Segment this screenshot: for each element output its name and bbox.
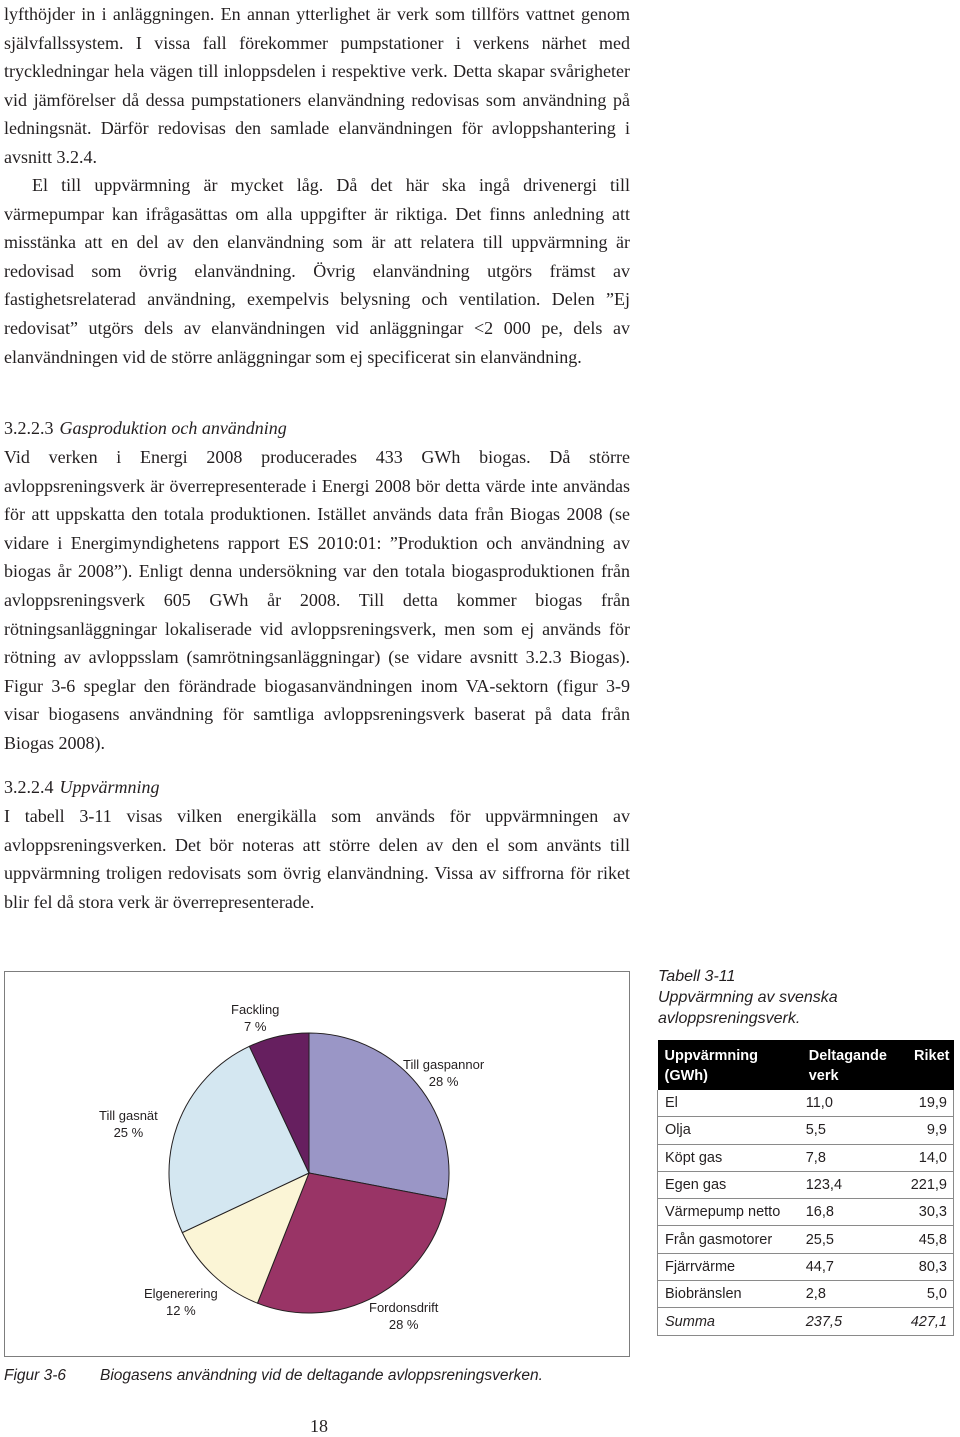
header-participating: Deltagande verk [802,1040,894,1090]
table-header-row [658,1040,954,1090]
row-label: Summa [658,1308,802,1335]
cell-participating: 25,5 [802,1226,894,1253]
table-row [658,1253,954,1280]
table-caption-title: Uppvärmning av svenska [658,989,838,1006]
cell-national: 80,3 [894,1253,954,1280]
pie-label-fackling [231,1001,279,1035]
cell-national: 30,3 [894,1199,954,1226]
slice-value: 28 % [388,1317,419,1332]
table-row [658,1090,954,1117]
heading-number: 3.2.2.4 [4,777,54,797]
paragraph-electricity-measurement: lyfthöjder in i anläggningen. En annan ytterlighet är verk som tillförs vattnet genom självfallssystem. I vissa fall förekommer pumpstationer i verkens närhet med tryckledningar hela vägen till inloppsdelen i respektive verk. Detta skapar svårigheter vid jämförelser då dessa pumpstationers elanvändning redovisas som användning på ledningsnät. Därför redovisas den samlade elanvändningen för avloppshantering i avsnitt 3.2.4. [4,4,630,167]
table-row [658,1281,954,1308]
heading-number: 3.2.2.3 [4,418,54,438]
slice-name: Fackling [231,1002,280,1017]
pie-chart [5,972,631,1358]
row-label: Från gasmotorer [658,1226,802,1253]
paragraph-heating: I tabell 3-11 visas vilken energikälla som används för uppvärmningen av avloppsreningsverken. Det bör noteras att större delen av den el som använts till uppvärmning troligen redovisats som övrig elanvändning. Vissa av siffrorna för riket blir fel då stora verk är överrepresenterade. [4,806,630,912]
slice-name: Till gaspannor [403,1057,485,1072]
cell-participating: 11,0 [802,1090,894,1117]
page-number: 18 [310,1416,328,1436]
slice-value: 25 % [113,1125,144,1140]
cell-national: 427,1 [894,1308,954,1335]
cell-participating: 16,8 [802,1199,894,1226]
row-label: Egen gas [658,1171,802,1198]
slice-name: Elgenerering [144,1286,218,1301]
pie-label-till-gaspannor [403,1056,484,1090]
row-label: Fjärrvärme [658,1253,802,1280]
header-national: Riket [894,1040,954,1090]
table-row [658,1171,954,1198]
paragraph-gas-production: Vid verken i Energi 2008 producerades 433 GWh biogas. Då större avloppsreningsverk är överrepresenterade i Energi 2008 bör detta värde inte användas för att uppskatta den totala produktionen. Istället används data från Biogas 2008 (se vidare i Energimyndighetens rapport ES 2010:01: ”Produktion och användning av biogas år 2008”). Enligt denna undersökning var den totala biogasproduktionen från avloppsreningsverk 605 GWh år 2008. Till detta kommer biogas från rötningsanläggningar lokaliserade vid avloppsreningsverk, men som ej används för rötning av avloppsslam (samrötningsanläggningar) (se vidare avsnitt 3.2.3 Biogas). Figur 3-6 speglar den förändrade biogasanvändningen inom VA-sektorn (figur 3-9 visar biogasens användning för samtliga avloppsreningsverk baserat på data från Biogas 2008). [4,447,630,753]
cell-participating: 2,8 [802,1281,894,1308]
table-row [658,1226,954,1253]
table-caption-number: Tabell 3-11 [658,968,736,985]
slice-value: 7 % [244,1019,267,1034]
row-label: Värmepump netto [658,1199,802,1226]
paragraph-electricity-heating: El till uppvärmning är mycket låg. Då det här ska ingå drivenergi till värmepumpar kan ifrågasättas om alla uppgifter är riktiga. Det finns anledning att misstänka att en del av den elanvändning som är att relatera till uppvärmning är redovisad som övrig elanvändning. Övrig elanvändning utgörs främst av fastighetsrelaterad användning, exempelvis belysning och ventilation. Delen ”Ej redovisat” utgörs dels av elanvändningen vid anläggningar <2 000 pe, dels av elanvändningen vid de större anläggningar som ej specificerat sin elanvändning. [4,175,630,367]
cell-national: 221,9 [894,1171,954,1198]
pie-label-till-gasnat [99,1107,158,1141]
heating-table [657,1040,954,1336]
figure-caption-text: Biogasens användning vid de deltagande avloppsreningsverken. [100,1367,543,1384]
cell-national: 5,0 [894,1281,954,1308]
cell-participating: 237,5 [802,1308,894,1335]
row-label: Köpt gas [658,1144,802,1171]
cell-national: 9,9 [894,1117,954,1144]
cell-national: 14,0 [894,1144,954,1171]
table-row [658,1199,954,1226]
header-heating: Uppvärmning (GWh) [658,1040,802,1090]
cell-participating: 123,4 [802,1171,894,1198]
heading-title: Gasproduktion och användning [59,418,287,438]
cell-national: 45,8 [894,1226,954,1253]
table-caption-title-cont: avloppsreningsverk. [658,1010,801,1027]
cell-participating: 7,8 [802,1144,894,1171]
pie-chart-figure [4,971,630,1357]
row-label: El [658,1090,802,1117]
pie-label-fordonsdrift [369,1299,438,1333]
table-row [658,1117,954,1144]
heading-title: Uppvärmning [59,777,160,797]
cell-national: 19,9 [894,1090,954,1117]
heading-gas-production [4,414,287,442]
table-row [658,1144,954,1171]
heading-heating [4,773,160,801]
cell-participating: 5,5 [802,1117,894,1144]
table-row [658,1308,954,1335]
figure-caption-number: Figur 3-6 [4,1367,67,1384]
slice-name: Fordonsdrift [369,1300,439,1315]
table-caption [658,966,948,1029]
row-label: Olja [658,1117,802,1144]
slice-name: Till gasnät [99,1108,158,1123]
slice-value: 12 % [166,1303,196,1318]
cell-participating: 44,7 [802,1253,894,1280]
pie-label-elgenerering [144,1285,218,1319]
slice-value: 28 % [428,1074,459,1089]
row-label: Biobränslen [658,1281,802,1308]
